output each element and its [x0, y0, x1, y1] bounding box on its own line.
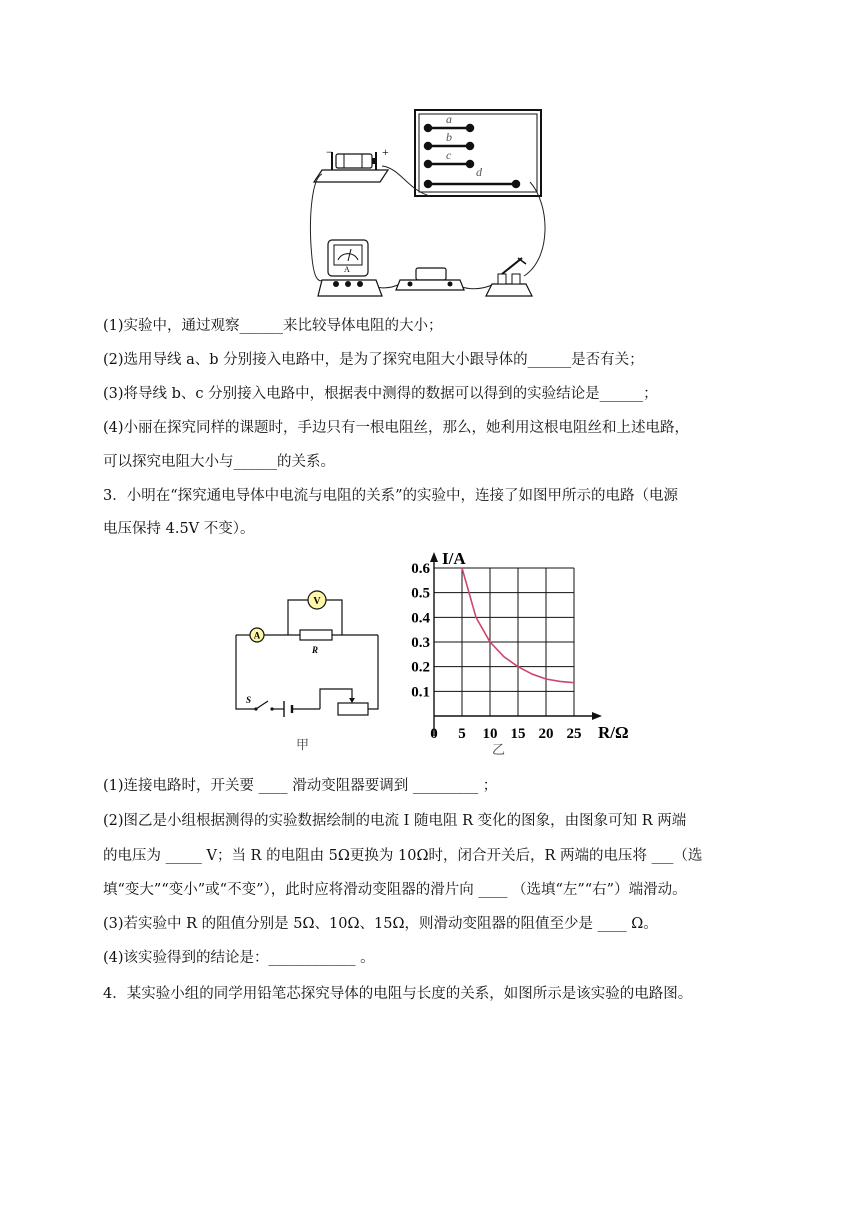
q3-intro-line-2: 电压保持 4.5V 不变）。: [103, 521, 255, 537]
battery-plus: +: [382, 145, 389, 159]
y-tick-label: 0.6: [411, 561, 430, 577]
y-tick-label: 0.5: [411, 585, 430, 602]
chart-caption: 乙: [492, 742, 506, 757]
y-axis-label: I/A: [442, 549, 466, 568]
q3-line-6: (4)该实验得到的结论是：____________ 。: [103, 950, 375, 966]
q3-line-1: (1)连接电路时，开关要 ____ 滑动变阻器要调到 _________ ；: [103, 778, 498, 794]
x-tick-label: 15: [510, 726, 526, 742]
y-axis-arrow: [430, 552, 438, 562]
x-axis-arrow: [592, 712, 602, 720]
rheostat-symbol: [338, 703, 368, 715]
q3-line-2: (2)图乙是小组根据测得的实验数据绘制的电流 I 随电阻 R 变化的图象，由图象可知 R 两端: [103, 813, 687, 829]
ammeter-symbol-label: A: [253, 630, 261, 641]
q2-line-4: (4)小丽在探究同样的课题时，手边只有一根电阻丝，那么，她利用这根电阻丝和上述电路，: [103, 420, 690, 436]
label-c: c: [446, 148, 452, 162]
q2-line-3: (3)将导线 b、c 分别接入电路中，根据表中测得的数据可以得到的实验结论是______；: [103, 386, 658, 402]
x-tick-label: 5: [458, 726, 466, 742]
label-b: b: [446, 130, 452, 144]
q2-line-5: 可以探究电阻大小与______的关系。: [103, 454, 335, 470]
label-a: a: [446, 112, 452, 126]
ammeter: [318, 240, 382, 296]
q3-line-3: 的电压为 _____ V；当 R 的电阻由 5Ω更换为 10Ω时，闭合开关后，R 两端的电压将 ___（选: [103, 848, 703, 864]
battery-minus: −: [326, 145, 333, 159]
q4-line-1: 4．某实验小组的同学用铅笔芯探究导体的电阻与长度的关系，如图所示是该实验的电路图。: [103, 986, 693, 1002]
x-tick-label: 25: [566, 726, 582, 742]
resistor-symbol: [300, 630, 332, 640]
switch-label: S: [246, 695, 252, 705]
y-tick-label: 0.3: [411, 635, 430, 651]
q2-line-2: (2)选用导线 a、b 分别接入电路中，是为了探究电阻大小跟导体的______是否有关；: [103, 352, 644, 368]
apparatus-figure: [300, 108, 560, 304]
voltmeter-label: V: [313, 596, 321, 607]
circuit-diagram: [228, 585, 388, 755]
q3-line-5: (3)若实验中 R 的阻值分别是 5Ω、10Ω、15Ω，则滑动变阻器的阻值至少是 ____ Ω。: [103, 916, 658, 932]
q3-line-4: 填“变大”“变小”或“不变”），此时应将滑动变阻器的滑片向 ____ （选填“左”“右”）端滑动。: [103, 882, 687, 898]
current-resistance-chart: [398, 548, 648, 760]
y-tick-label: 0.4: [411, 610, 430, 627]
q2-line-1: (1)实验中，通过观察______来比较导体电阻的大小；: [103, 318, 443, 334]
q3-intro-line-1: 3．小明在“探究通电导体中电流与电阻的关系”的实验中，连接了如图甲所示的电路（电源: [103, 488, 679, 504]
label-d: d: [476, 165, 482, 179]
x-axis-label: R/Ω: [598, 723, 629, 742]
connector-block: [396, 268, 464, 290]
y-tick-label: 0.1: [411, 684, 430, 701]
switch: [486, 258, 532, 296]
x-tick-label: 20: [538, 726, 554, 742]
x-tick-label: 0: [430, 726, 438, 742]
resistor-label: R: [312, 645, 319, 655]
x-tick-label: 10: [482, 726, 498, 742]
y-tick-label: 0.2: [411, 659, 430, 676]
ammeter-label: A: [344, 265, 350, 274]
circuit-caption: 甲: [296, 737, 310, 752]
